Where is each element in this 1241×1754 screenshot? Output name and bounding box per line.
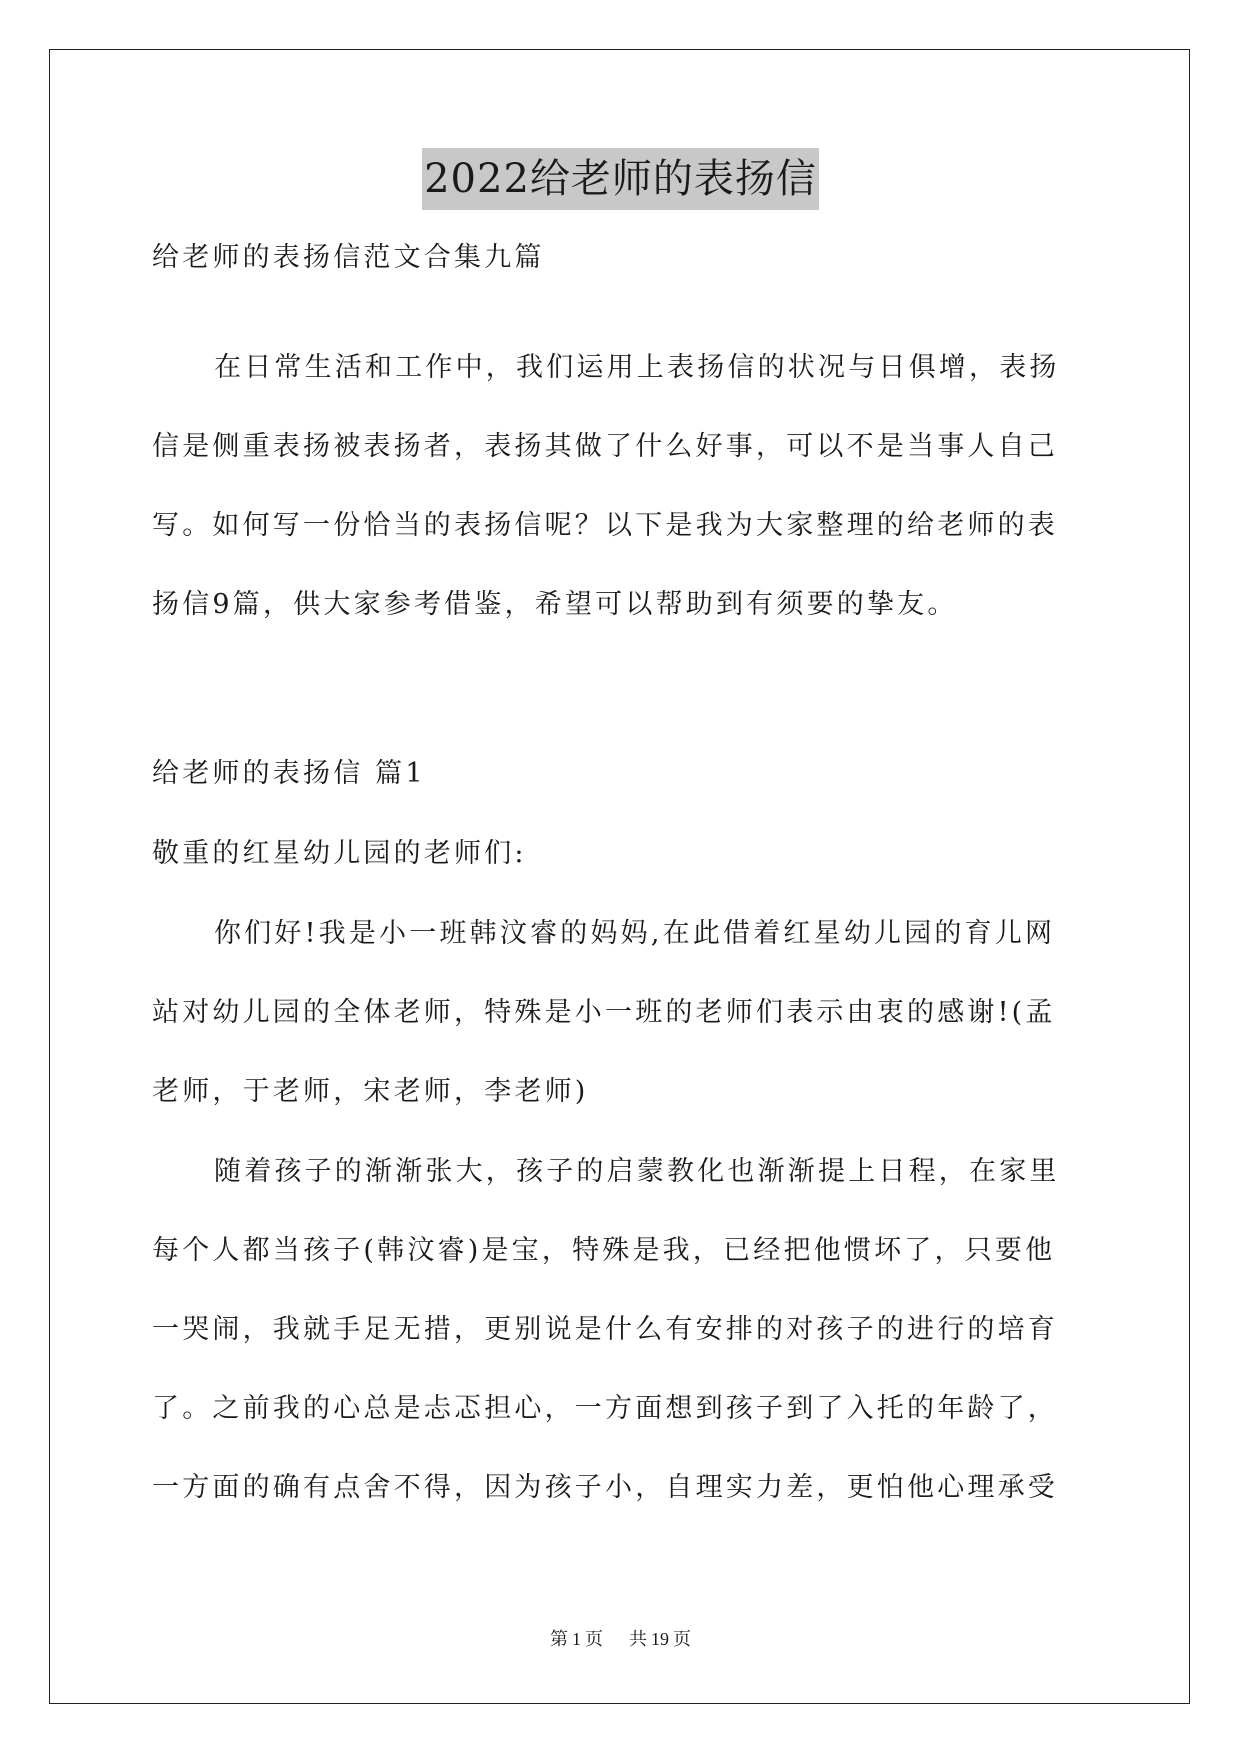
paragraph-line: 随着孩子的渐渐张大，孩子的启蒙教化也渐渐提上日程，在家里: [214, 1156, 1060, 1187]
paragraph-line: 你们好!我是小一班韩汶睿的妈妈,在此借着红星幼儿园的育儿网: [214, 918, 1056, 949]
paragraph-line: 站对幼儿园的全体老师，特殊是小一班的老师们表示由衷的感谢!(孟: [152, 997, 1056, 1028]
intro-line: 扬信9篇，供大家参考借鉴，希望可以帮助到有须要的挚友。: [152, 589, 958, 620]
page-number: 第 1 页: [550, 1629, 603, 1649]
page-footer: [0, 1627, 1241, 1651]
document-title: [0, 148, 1241, 210]
document-title-text: 2022给老师的表扬信: [422, 148, 819, 210]
section-heading: 给老师的表扬信 篇1: [152, 758, 426, 789]
paragraph-line: 一方面的确有点舍不得，因为孩子小，自理实力差，更怕他心理承受: [152, 1472, 1058, 1503]
paragraph-line: 每个人都当孩子(韩汶睿)是宝，特殊是我，已经把他惯坏了，只要他: [152, 1235, 1056, 1266]
paragraph-line: 老师，于老师，宋老师，李老师): [152, 1076, 589, 1107]
total-pages: 共 19 页: [629, 1629, 691, 1649]
paragraph-line: 一哭闹，我就手足无措，更别说是什么有安排的对孩子的进行的培育: [152, 1314, 1058, 1345]
intro-line: 信是侧重表扬被表扬者，表扬其做了什么好事，可以不是当事人自己: [152, 431, 1058, 462]
page-border: [49, 49, 1190, 1704]
intro-line: 写。如何写一份恰当的表扬信呢？以下是我为大家整理的给老师的表: [152, 510, 1058, 541]
subtitle: 给老师的表扬信范文合集九篇: [152, 242, 545, 273]
paragraph-line: 了。之前我的心总是忐忑担心，一方面想到孩子到了入托的年龄了，: [152, 1393, 1058, 1424]
salutation: 敬重的红星幼儿园的老师们:: [152, 838, 527, 869]
intro-line: 在日常生活和工作中，我们运用上表扬信的状况与日俱增，表扬: [214, 352, 1060, 383]
